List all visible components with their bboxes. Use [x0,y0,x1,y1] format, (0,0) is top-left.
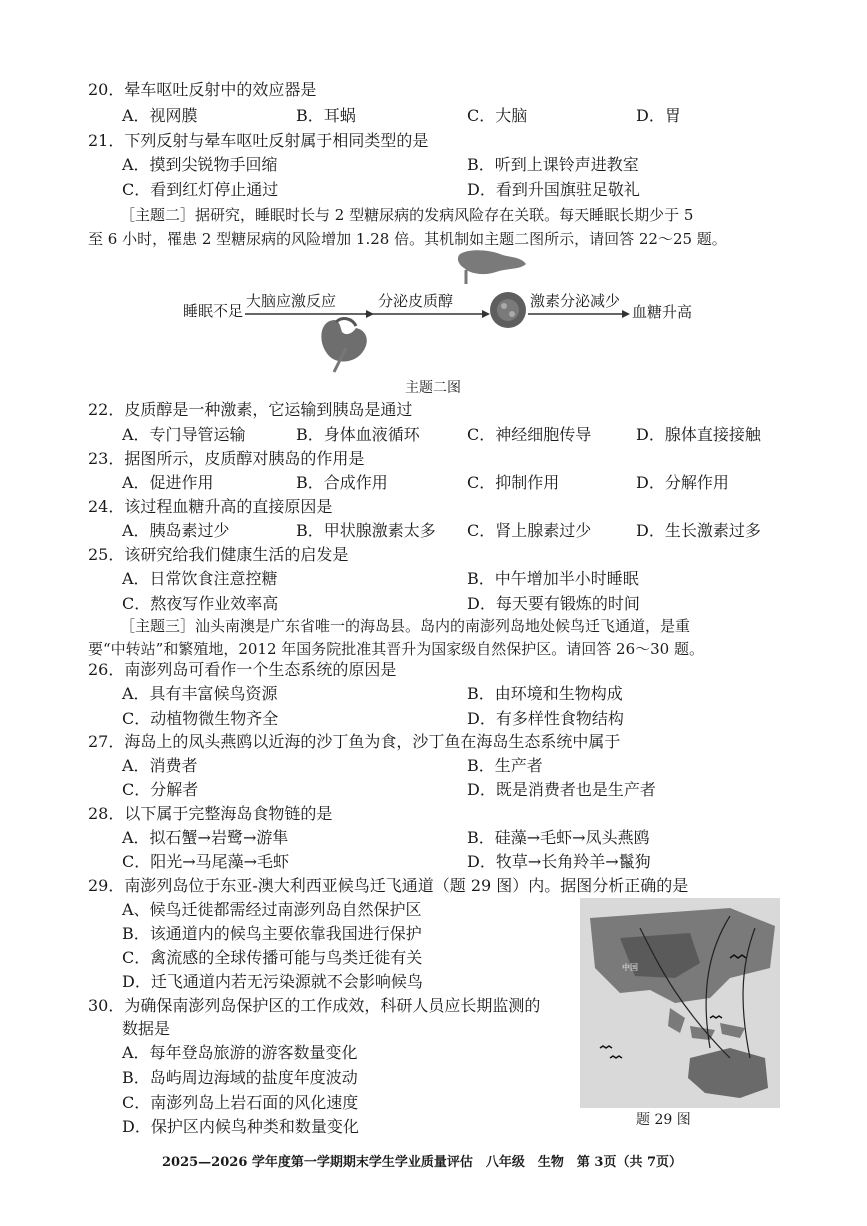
map-caption: 题 29 图 [636,1112,691,1128]
q28-option-a[interactable]: A．拟石蟹→岩鹭→游隼 [122,828,289,847]
q30-option-a[interactable]: A．每年登岛旅游的游客数量变化 [122,1043,358,1062]
q21-stem: 21．下列反射与晕车呕吐反射属于相同类型的是 [88,131,429,150]
q24-option-a[interactable]: A．胰岛素过少 [122,521,230,540]
theme3-intro-line1: ［主题三］汕头南澳是广东省唯一的海岛县。岛内的南澎列岛地处候鸟迁飞通道，是重 [120,617,691,635]
q30-stem-line1: 30．为确保南澎列岛保护区的工作成效，科研人员应长期监测的 [88,996,541,1015]
q26-option-c[interactable]: C．动植物微生物齐全 [122,709,279,728]
q30-option-c[interactable]: C．南澎列岛上岩石面的风化速度 [122,1093,359,1112]
q24-option-b[interactable]: B．甲状腺激素太多 [296,521,436,540]
q26-option-d[interactable]: D．有多样性食物结构 [467,709,624,728]
q23-option-c[interactable]: C．抑制作用 [467,473,560,492]
q28-option-b[interactable]: B．硅藻→毛虾→凤头燕鸥 [467,828,650,847]
q25-option-d[interactable]: D．每天要有锻炼的时间 [467,594,640,613]
theme2-intro-line2: 至 6 小时，罹患 2 型糖尿病的风险增加 1.28 倍。其机制如主题二图所示，请回答 22～25 题。 [88,230,727,248]
q27-option-c[interactable]: C．分解者 [122,780,199,799]
q21-option-a[interactable]: A．摸到尖锐物手回缩 [122,155,278,174]
q24-option-c[interactable]: C．肾上腺素过少 [467,521,592,540]
flyway-map [580,898,780,1108]
theme3-intro-line2: 要“中转站”和繁殖地，2012 年国务院批准其晋升为国家级自然保护区。请回答 26～30 题。 [88,640,704,658]
q20-option-c[interactable]: C．大脑 [467,106,528,125]
q28-option-d[interactable]: D．牧草→长角羚羊→鬣狗 [467,852,651,871]
page-footer: 2025—2026 学年度第一学期期末学生学业质量评估 八年级 生物 第 3页（共 7页） [162,1155,683,1170]
q30-option-d[interactable]: D．保护区内候鸟种类和数量变化 [122,1117,359,1136]
theme2-figure-caption: 主题二图 [405,380,461,396]
q25-option-c[interactable]: C．熬夜写作业效率高 [122,594,279,613]
q27-option-b[interactable]: B．生产者 [467,756,543,775]
diagram-label-sleep: 睡眠不足 [183,302,244,320]
q23-option-a[interactable]: A．促进作用 [122,473,214,492]
q27-stem: 27．海岛上的凤头燕鸥以近海的沙丁鱼为食，沙丁鱼在海岛生态系统中属于 [88,732,621,751]
q22-stem: 22．皮质醇是一种激素，它运输到胰岛是通过 [88,400,413,419]
q26-option-b[interactable]: B．由环境和生物构成 [467,684,623,703]
q20-option-b[interactable]: B．耳蜗 [296,106,356,125]
q20-stem: 20．晕车呕吐反射中的效应器是 [88,80,317,99]
q30-option-b[interactable]: B．岛屿周边海域的盐度年度波动 [122,1068,358,1087]
q20-option-d[interactable]: D．胃 [636,106,681,125]
q27-option-d[interactable]: D．既是消费者也是生产者 [467,780,656,799]
q27-option-a[interactable]: A．消费者 [122,756,198,775]
q22-option-c[interactable]: C．神经细胞传导 [467,425,592,444]
q21-option-d[interactable]: D．看到升国旗驻足敬礼 [467,180,640,199]
q26-stem: 26．南澎列岛可看作一个生态系统的原因是 [88,660,397,679]
q24-stem: 24．该过程血糖升高的直接原因是 [88,497,333,516]
islet-cell-icon [490,292,526,328]
q25-stem: 25．该研究给我们健康生活的启发是 [88,545,349,564]
adrenal-kidney-icon [321,319,366,372]
q23-option-d[interactable]: D．分解作用 [636,473,729,492]
q22-option-d[interactable]: D．腺体直接接触 [636,425,761,444]
q29-option-a[interactable]: A、候鸟迁徙都需经过南澎列岛自然保护区 [122,900,422,919]
q25-option-a[interactable]: A．日常饮食注意控糖 [122,569,278,588]
q30-stem-line2: 数据是 [122,1019,171,1038]
q23-option-b[interactable]: B．合成作用 [296,473,388,492]
q28-stem: 28．以下属于完整海岛食物链的是 [88,804,333,823]
q25-option-b[interactable]: B．中午增加半小时睡眠 [467,569,639,588]
map-label-china: 中国 [622,963,638,972]
diagram-label-blood-sugar: 血糖升高 [632,303,693,321]
q21-option-c[interactable]: C．看到红灯停止通过 [122,180,279,199]
q22-option-a[interactable]: A．专门导管运输 [122,425,246,444]
q29-option-b[interactable]: B．该通道内的候鸟主要依靠我国进行保护 [122,924,422,943]
q24-option-d[interactable]: D．生长激素过多 [636,521,761,540]
q21-option-b[interactable]: B．听到上课铃声进教室 [467,155,639,174]
diagram-label-stress: 大脑应激反应 [246,292,337,310]
q20-option-a[interactable]: A．视网膜 [122,106,198,125]
q26-option-a[interactable]: A．具有丰富候鸟资源 [122,684,278,703]
q22-option-b[interactable]: B．身体血液循环 [296,425,420,444]
q29-stem: 29．南澎列岛位于东亚-澳大利西亚候鸟迁飞通道（题 29 图）内。据图分析正确的是 [88,876,689,895]
diagram-label-hormone: 激素分泌减少 [530,292,621,310]
q23-stem: 23．据图所示，皮质醇对胰岛的作用是 [88,449,365,468]
q28-option-c[interactable]: C．阳光→马尾藻→毛虾 [122,852,290,871]
q29-option-d[interactable]: D．迁飞通道内若无污染源就不会影响候鸟 [122,972,423,991]
q29-option-c[interactable]: C．禽流感的全球传播可能与鸟类迁徙有关 [122,948,423,967]
diagram-label-cortisol: 分泌皮质醇 [378,292,454,310]
theme2-intro-line1: ［主题二］据研究，睡眠时长与 2 型糖尿病的发病风险存在关联。每天睡眠长期少于 5 [120,206,694,224]
pancreas-icon [458,250,526,284]
